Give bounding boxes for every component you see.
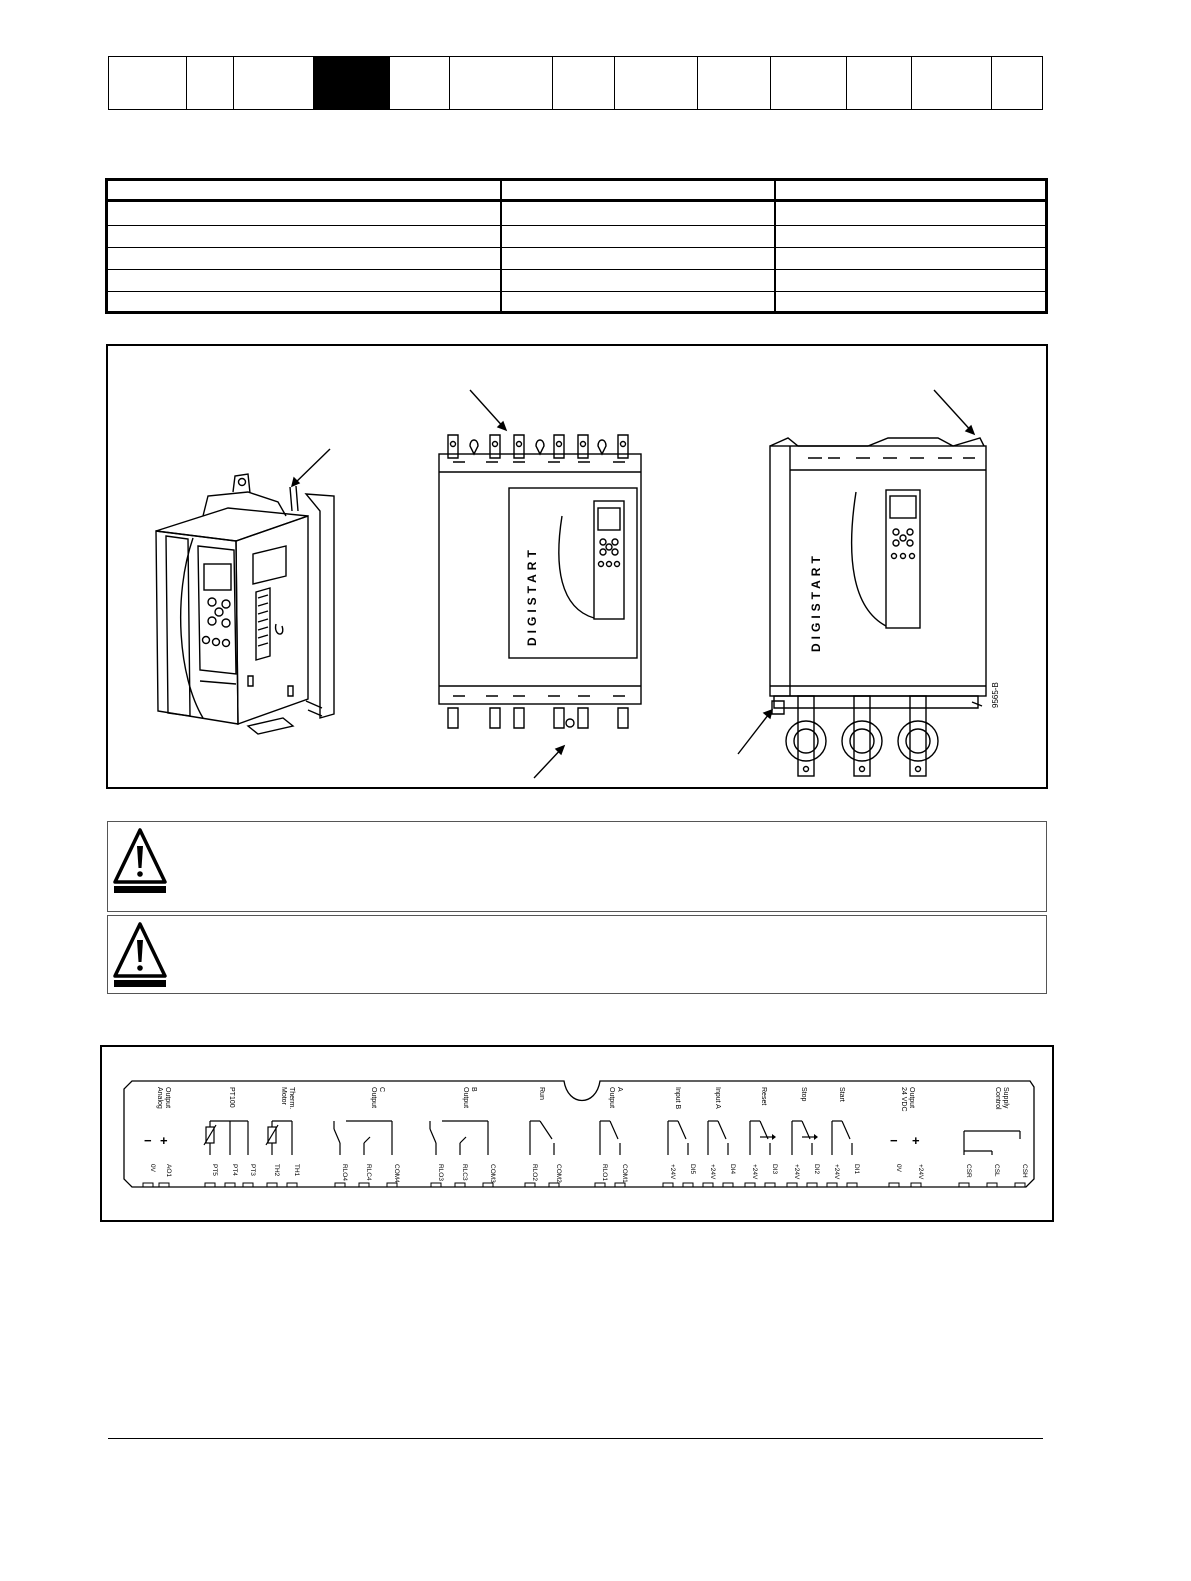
terminal-group-4 bbox=[334, 1087, 400, 1187]
terminal-label: RLO4 bbox=[341, 1164, 348, 1181]
nav-tab-7[interactable] bbox=[553, 57, 615, 109]
nav-tab-9[interactable] bbox=[698, 57, 771, 109]
table-row bbox=[108, 227, 1045, 248]
warning-box-2 bbox=[107, 915, 1047, 994]
warning-triangle-icon bbox=[111, 920, 169, 990]
nav-tab-3[interactable] bbox=[234, 57, 314, 109]
nav-tab-5[interactable] bbox=[390, 57, 450, 109]
control-terminals-svg bbox=[102, 1047, 1052, 1220]
terminal-group-title: MotorTherm. bbox=[280, 1087, 295, 1110]
nav-tab-12[interactable] bbox=[912, 57, 992, 109]
terminal-label: COM3 bbox=[489, 1164, 496, 1183]
callout-arrow bbox=[292, 449, 330, 486]
starter-isometric-drawing bbox=[156, 474, 334, 734]
terminal-label: DI3 bbox=[771, 1164, 778, 1175]
terminal-label: PT5 bbox=[211, 1164, 218, 1176]
terminal-label: +24V bbox=[709, 1164, 716, 1180]
terminal-group-12 bbox=[827, 1087, 860, 1187]
terminal-group-5 bbox=[430, 1087, 496, 1187]
warning-box-1 bbox=[107, 821, 1047, 912]
terminal-label: COM4 bbox=[393, 1164, 400, 1183]
terminal-group-title: Input A bbox=[714, 1087, 721, 1109]
terminal-label: RLO1 bbox=[601, 1164, 608, 1181]
terminal-label: +24V bbox=[833, 1164, 840, 1180]
terminal-group-14 bbox=[959, 1087, 1028, 1187]
terminal-group-10 bbox=[745, 1087, 778, 1187]
terminal-group-1 bbox=[143, 1087, 172, 1187]
terminal-group-title: OutputC bbox=[370, 1087, 385, 1109]
terminal-group-title: ControlSupply bbox=[994, 1087, 1009, 1110]
nav-tab-1[interactable] bbox=[109, 57, 187, 109]
nav-tab-6[interactable] bbox=[450, 57, 553, 109]
terminal-group-7 bbox=[595, 1087, 628, 1187]
nav-tab-8[interactable] bbox=[615, 57, 698, 109]
terminal-group-title: Input B bbox=[674, 1087, 681, 1110]
table-header-row bbox=[108, 181, 1045, 202]
table-row bbox=[108, 293, 1045, 314]
terminal-group-title: OutputA bbox=[608, 1087, 623, 1109]
terminal-label: DI2 bbox=[813, 1164, 820, 1175]
terminal-group-6 bbox=[525, 1087, 562, 1187]
terminal-group-title: 24 VDCOutput bbox=[900, 1087, 915, 1112]
terminal-group-8 bbox=[663, 1087, 696, 1187]
terminal-group-title: AnalogOutput bbox=[156, 1087, 171, 1109]
nav-tab-10[interactable] bbox=[771, 57, 848, 109]
starter-drawings-figure bbox=[106, 344, 1048, 789]
terminal-group-9 bbox=[703, 1087, 736, 1187]
ratings-table bbox=[105, 178, 1048, 314]
chapter-navigation-bar bbox=[108, 56, 1043, 110]
terminal-group-title: PT100 bbox=[228, 1087, 235, 1108]
terminal-label: DI5 bbox=[689, 1164, 696, 1175]
terminal-label: CSH bbox=[1021, 1164, 1028, 1178]
terminal-group-11 bbox=[787, 1087, 820, 1187]
warning-triangle-icon bbox=[111, 826, 169, 896]
terminal-label: PT4 bbox=[231, 1164, 238, 1176]
terminal-label: RLC3 bbox=[461, 1164, 468, 1181]
nav-tab-4-active[interactable] bbox=[314, 57, 391, 109]
table-column-divider bbox=[500, 181, 502, 311]
starter-front-view-drawing bbox=[439, 435, 641, 728]
drawing-code: 9565-B bbox=[991, 682, 1000, 708]
footer-rule bbox=[108, 1438, 1043, 1439]
table-column-divider bbox=[774, 181, 776, 311]
polarity-symbol: + bbox=[912, 1133, 920, 1148]
terminal-label: 0V bbox=[895, 1164, 902, 1172]
terminal-label: COM2 bbox=[555, 1164, 562, 1183]
terminal-label: 0V bbox=[149, 1164, 156, 1172]
starter-large-front-view-drawing bbox=[770, 438, 986, 776]
terminal-label: RLC4 bbox=[365, 1164, 372, 1181]
terminal-label: RLO3 bbox=[437, 1164, 444, 1181]
polarity-symbol: − bbox=[144, 1133, 152, 1148]
nav-tab-11[interactable] bbox=[847, 57, 912, 109]
terminal-group-13 bbox=[889, 1087, 924, 1187]
terminal-label: +24V bbox=[751, 1164, 758, 1180]
polarity-symbol: − bbox=[890, 1133, 898, 1148]
terminal-group-title: OutputB bbox=[462, 1087, 477, 1109]
control-terminals-figure bbox=[100, 1045, 1054, 1222]
terminal-group-title: Run bbox=[538, 1087, 545, 1100]
terminal-label: CSL bbox=[993, 1164, 1000, 1177]
nav-tab-13[interactable] bbox=[992, 57, 1042, 109]
terminal-label: COM1 bbox=[621, 1164, 628, 1183]
terminal-group-title: Stop bbox=[800, 1087, 807, 1102]
terminal-group-title: Start bbox=[838, 1087, 845, 1102]
terminal-label: AO1 bbox=[165, 1164, 172, 1178]
terminal-label: RLO2 bbox=[531, 1164, 538, 1181]
brand-label-right: DIGISTART bbox=[809, 552, 823, 652]
table-row bbox=[108, 205, 1045, 226]
table-row bbox=[108, 249, 1045, 270]
starter-drawings-svg bbox=[108, 346, 1046, 787]
terminal-group-3 bbox=[266, 1087, 300, 1187]
nav-tab-2[interactable] bbox=[187, 57, 234, 109]
terminal-label: DI1 bbox=[853, 1164, 860, 1175]
terminal-label: TH2 bbox=[273, 1164, 280, 1177]
polarity-symbol: + bbox=[160, 1133, 168, 1148]
terminal-label: CSR bbox=[965, 1164, 972, 1178]
table-row bbox=[108, 271, 1045, 292]
brand-label-middle: DIGISTART bbox=[525, 546, 539, 646]
terminal-label: PT3 bbox=[249, 1164, 256, 1176]
terminal-label: +24V bbox=[669, 1164, 676, 1180]
terminal-label: TH1 bbox=[293, 1164, 300, 1177]
terminal-label: +24V bbox=[917, 1164, 924, 1180]
terminal-group-title: Reset bbox=[760, 1087, 767, 1106]
terminal-label: +24V bbox=[793, 1164, 800, 1180]
terminal-label: DI4 bbox=[729, 1164, 736, 1175]
terminal-group-2 bbox=[204, 1087, 256, 1187]
